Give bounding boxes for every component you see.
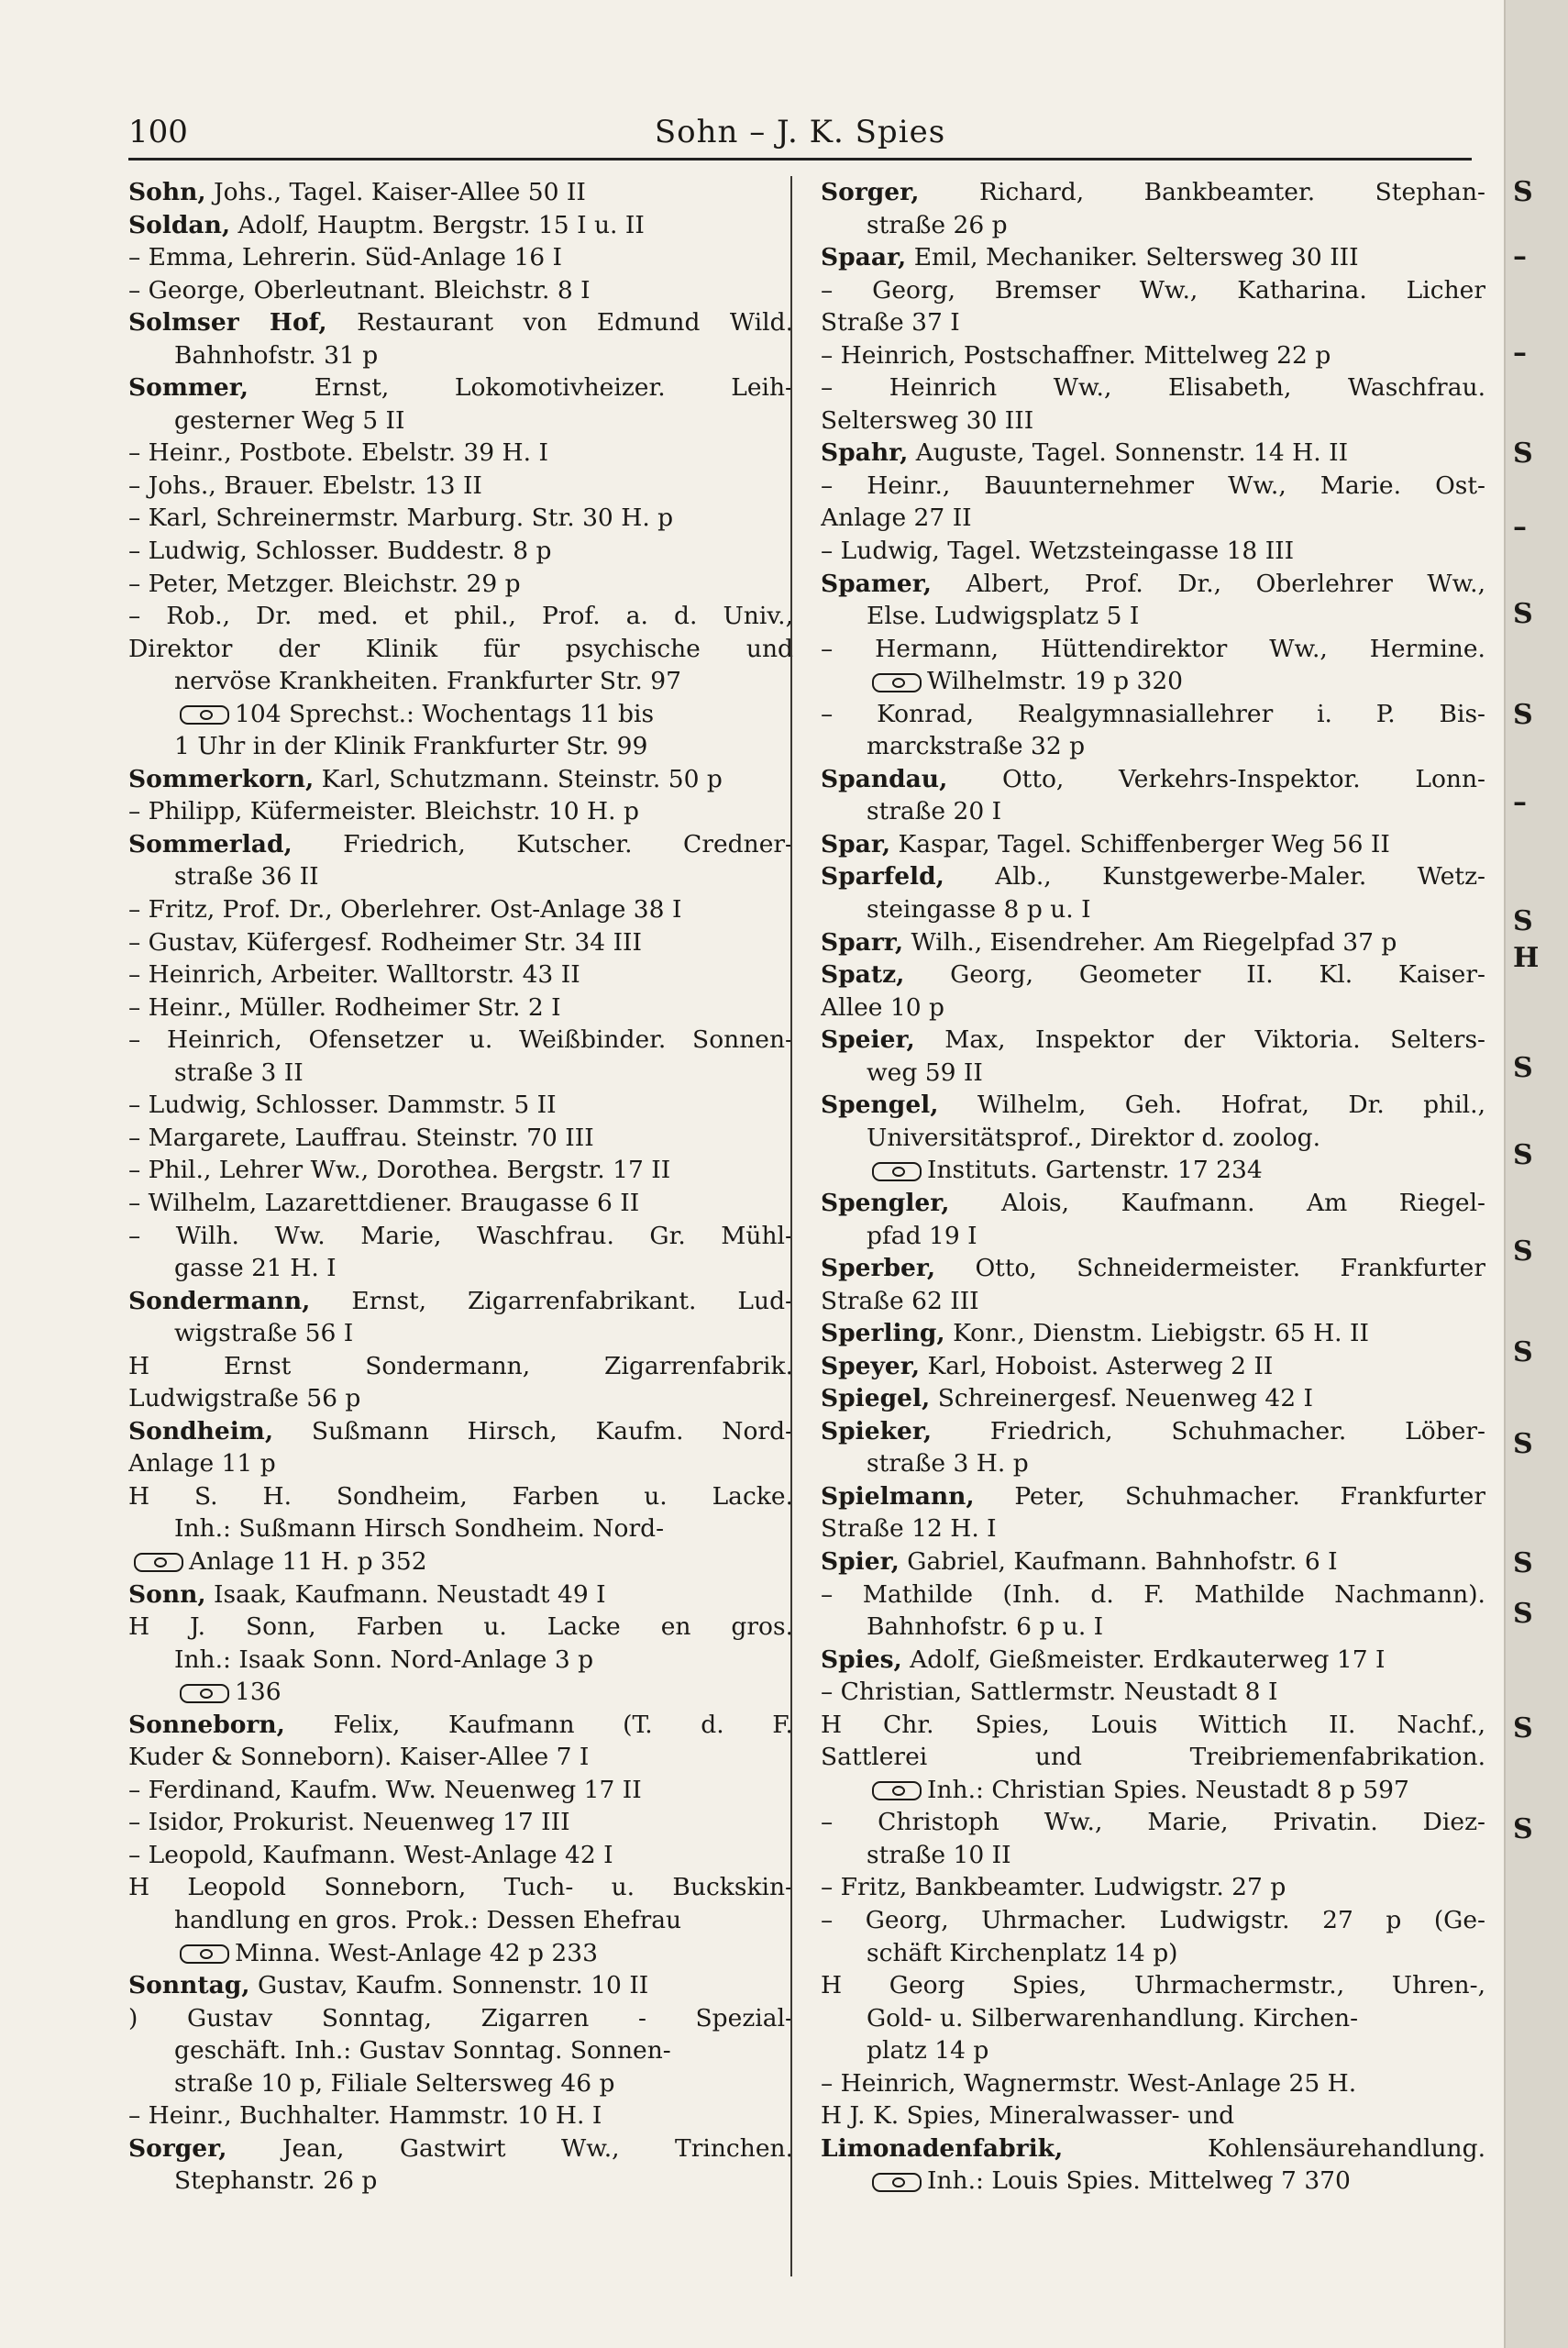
directory-line [821, 1806, 1485, 1839]
entry-text: – Karl, Schreinermstr. Marburg. Str. 30 H. p [128, 504, 674, 533]
entry-text: Wilhelmstr. 19 p 320 [927, 667, 1184, 696]
entry-text: Seltersweg 30 III [821, 405, 1034, 435]
directory-line [821, 1382, 1485, 1415]
entry-text: – Georg, Uhrmacher. Ludwigstr. 27 p (Ge- [821, 1905, 1485, 1934]
directory-line [821, 1154, 1485, 1187]
entry-text: Straße 12 H. I [821, 1514, 997, 1544]
edge-fragment: S [1513, 699, 1533, 731]
directory-line [821, 1285, 1485, 1318]
entry-text: Inh.: Louis Spies. Mittelweg 7 370 [927, 2166, 1351, 2196]
entry-text: – Georg, Bremser Ww., Katharina. Licher [821, 275, 1485, 305]
directory-line [821, 1774, 1485, 1807]
directory-line [821, 1709, 1485, 1742]
directory-line [821, 1904, 1485, 1937]
directory-line [821, 698, 1485, 731]
directory-line [821, 1220, 1485, 1253]
entry-text: straße 20 I [867, 797, 1002, 826]
directory-line [128, 241, 793, 274]
entry-text: Inh.: Sußmann Hirsch Sondheim. Nord- [174, 1514, 665, 1544]
entry-text: Sorger, Richard, Bankbeamter. Stephan- [821, 178, 1485, 206]
entry-text: marckstraße 32 p [867, 732, 1086, 761]
directory-line [128, 1317, 793, 1350]
entry-text: schäft Kirchenplatz 14 p) [867, 1938, 1178, 1967]
entry-text: Spies, Adolf, Gießmeister. Erdkauterweg 17 I [821, 1645, 1386, 1674]
directory-line [821, 1545, 1485, 1578]
directory-line [821, 1317, 1485, 1350]
entry-text: Limonadenfabrik, Kohlensäurehandlung. [821, 2133, 1485, 2163]
entry-text: Spamer, Albert, Prof. Dr., Oberlehrer Ww., [821, 569, 1485, 598]
entry-text: Spatz, Georg, Geometer II. Kl. Kaiser- [821, 960, 1485, 990]
entry-text: – Christian, Sattlermstr. Neustadt 8 I [821, 1678, 1278, 1707]
directory-line [821, 1089, 1485, 1122]
edge-fragment: – [1513, 240, 1527, 272]
directory-line [128, 600, 793, 633]
entry-text: Direktor der Klinik für psychische und [128, 634, 793, 663]
directory-line [128, 991, 793, 1024]
directory-line [821, 958, 1485, 991]
directory-line [128, 2165, 793, 2198]
directory-line [821, 2002, 1485, 2035]
entry-text: platz 14 p [867, 2036, 989, 2066]
directory-line [128, 176, 793, 209]
directory-line [821, 1611, 1485, 1644]
entry-text: – Margarete, Lauffrau. Steinstr. 70 III [128, 1123, 594, 1152]
telephone-receiver-icon [134, 1553, 183, 1572]
entry-text: – Gustav, Küfergesf. Rodheimer Str. 34 III [128, 927, 642, 957]
directory-line [128, 1285, 793, 1318]
entry-text: handlung en gros. Prok.: Dessen Ehefrau [174, 1905, 682, 1934]
entry-text: – Emma, Lehrerin. Süd-Anlage 16 I [128, 243, 562, 272]
telephone-receiver-icon [872, 673, 922, 692]
directory-line [128, 698, 793, 731]
directory-line [128, 1480, 793, 1513]
entry-text: Gold- u. Silberwarenhandlung. Kirchen- [867, 2003, 1359, 2032]
telephone-receiver-icon [872, 1162, 922, 1181]
edge-fragment: S [1513, 437, 1533, 470]
directory-line [128, 2099, 793, 2132]
edge-fragment: S [1513, 1336, 1533, 1368]
directory-line [821, 1187, 1485, 1220]
entry-text: Speyer, Karl, Hoboist. Asterweg 2 II [821, 1351, 1274, 1380]
entry-text: Ludwigstraße 56 p [128, 1384, 361, 1413]
entry-text: Instituts. Gartenstr. 17 234 [927, 1156, 1263, 1185]
entry-text: – Christoph Ww., Marie, Privatin. Diez- [821, 1808, 1485, 1837]
directory-line [128, 795, 793, 828]
directory-line [128, 470, 793, 503]
entry-text: gasse 21 H. I [174, 1254, 337, 1283]
entry-text: – George, Oberleutnant. Bleichstr. 8 I [128, 275, 591, 305]
edge-fragment: – [1513, 786, 1527, 818]
directory-line [821, 2099, 1485, 2132]
entry-text: – Heinrich, Wagnermstr. West-Anlage 25 H. [821, 2068, 1357, 2098]
column-divider [790, 176, 792, 2276]
directory-line [128, 860, 793, 893]
header-rule [128, 158, 1472, 161]
entry-text: straße 10 p, Filiale Seltersweg 46 p [174, 2068, 615, 2098]
telephone-receiver-icon [180, 1944, 229, 1964]
entry-text: 1 Uhr in der Klinik Frankfurter Str. 99 [174, 732, 648, 761]
entry-text: H Leopold Sonneborn, Tuch- u. Buckskin- [128, 1873, 793, 1902]
directory-line [128, 209, 793, 242]
directory-line [128, 633, 793, 666]
directory-line [128, 1187, 793, 1220]
directory-line [128, 339, 793, 372]
entry-text: – Heinr., Bauunternehmer Ww., Marie. Ost- [821, 471, 1485, 500]
directory-line [128, 1415, 793, 1448]
entry-text: Sondheim, Sußmann Hirsch, Kaufm. Nord- [128, 1416, 793, 1445]
directory-line [821, 926, 1485, 959]
entry-text: Spengel, Wilhelm, Geh. Hofrat, Dr. phil., [821, 1091, 1485, 1120]
directory-line [128, 2002, 793, 2035]
entry-text: Spahr, Auguste, Tagel. Sonnenstr. 14 H. II [821, 438, 1349, 468]
directory-line [821, 1447, 1485, 1480]
left-column [128, 176, 793, 2286]
directory-line [821, 209, 1485, 242]
entry-text: ) Gustav Sonntag, Zigarren - Spezial- [128, 2003, 793, 2032]
edge-fragment: S [1513, 176, 1533, 208]
page-header [128, 108, 1472, 156]
directory-line [821, 2165, 1485, 2198]
edge-fragment: S [1513, 1813, 1533, 1845]
directory-line [821, 568, 1485, 601]
entry-text: Spiegel, Schreinergesf. Neuenweg 42 I [821, 1384, 1314, 1413]
entry-text: – Ludwig, Schlosser. Buddestr. 8 p [128, 537, 552, 566]
entry-text: – Heinrich Ww., Elisabeth, Waschfrau. [821, 373, 1485, 403]
directory-line [128, 2132, 793, 2165]
entry-text: – Wilh. Ww. Marie, Waschfrau. Gr. Mühl- [128, 1221, 793, 1250]
directory-line [128, 502, 793, 535]
entry-text: Bahnhofstr. 31 p [174, 340, 379, 370]
directory-line [821, 1741, 1485, 1774]
directory-line [128, 665, 793, 698]
entry-text: – Ferdinand, Kaufm. Ww. Neuenweg 17 II [128, 1775, 642, 1804]
directory-line [128, 926, 793, 959]
entry-text: – Fritz, Bankbeamter. Ludwigstr. 27 p [821, 1873, 1286, 1902]
entry-text: – Heinr., Postbote. Ebelstr. 39 H. I [128, 438, 548, 468]
directory-line [128, 274, 793, 307]
directory-line [128, 437, 793, 470]
telephone-receiver-icon [180, 1684, 229, 1703]
directory-line [128, 2034, 793, 2067]
directory-line [821, 600, 1485, 633]
directory-line [128, 1122, 793, 1155]
edge-fragment: S [1513, 598, 1533, 630]
entry-text: – Phil., Lehrer Ww., Dorothea. Bergstr. 17 II [128, 1156, 671, 1185]
entry-text: straße 3 II [174, 1058, 304, 1087]
directory-line [821, 1937, 1485, 1970]
directory-line [128, 2067, 793, 2100]
entry-text: Straße 62 III [821, 1286, 979, 1315]
directory-line [821, 535, 1485, 568]
edge-fragment: S [1513, 905, 1533, 937]
running-title: Sohn – J. K. Spies [654, 114, 946, 150]
edge-fragment: S [1513, 1052, 1533, 1084]
entry-text: – Ludwig, Schlosser. Dammstr. 5 II [128, 1091, 557, 1120]
entry-text: – Fritz, Prof. Dr., Oberlehrer. Ost-Anlage 38 I [128, 895, 682, 925]
directory-line [821, 828, 1485, 861]
edge-fragment: – [1513, 511, 1527, 543]
directory-line [821, 339, 1485, 372]
directory-line [821, 1057, 1485, 1090]
directory-line [128, 1545, 793, 1578]
entry-text: – Ludwig, Tagel. Wetzsteingasse 18 III [821, 537, 1295, 566]
directory-line [821, 2034, 1485, 2067]
entry-text: Spar, Kaspar, Tagel. Schiffenberger Weg 56 II [821, 829, 1390, 858]
telephone-receiver-icon [180, 705, 229, 725]
directory-line [821, 893, 1485, 926]
entry-text: Sattlerei und Treibriemenfabrikation. [821, 1743, 1485, 1772]
directory-line [821, 763, 1485, 796]
entry-text: weg 59 II [867, 1058, 983, 1087]
directory-line [128, 1512, 793, 1545]
entry-text: – Konrad, Realgymnasiallehrer i. P. Bis- [821, 699, 1485, 728]
entry-text: Speier, Max, Inspektor der Viktoria. Selters- [821, 1025, 1485, 1055]
entry-text: Sperling, Konr., Dienstm. Liebigstr. 65 H. II [821, 1319, 1369, 1348]
edge-fragment: S [1513, 1712, 1533, 1744]
entry-text: Spier, Gabriel, Kaufmann. Bahnhofstr. 6 I [821, 1546, 1338, 1576]
directory-line [128, 1089, 793, 1122]
entry-text: Straße 37 I [821, 308, 960, 338]
entry-text: – Heinrich, Postschaffner. Mittelweg 22 p [821, 340, 1331, 370]
directory-line [821, 633, 1485, 666]
directory-line [821, 1871, 1485, 1904]
entry-text: – Hermann, Hüttendirektor Ww., Hermine. [821, 634, 1485, 663]
entry-text: 104 Sprechst.: Wochentags 11 bis [235, 699, 655, 728]
directory-line [821, 371, 1485, 404]
entry-text: – Leopold, Kaufmann. West-Anlage 42 I [128, 1840, 613, 1869]
entry-text: Universitätsprof., Direktor d. zoolog. [867, 1123, 1321, 1152]
directory-line [821, 1415, 1485, 1448]
directory-line [821, 1644, 1485, 1677]
entry-text: H J. Sonn, Farben u. Lacke en gros. [128, 1612, 793, 1642]
entry-text: Sommerkorn, Karl, Schutzmann. Steinstr. 50 p [128, 764, 723, 793]
entry-text: Sonntag, Gustav, Kaufm. Sonnenstr. 10 II [128, 1971, 649, 2000]
directory-line [821, 2132, 1485, 2165]
entry-text: Sonn, Isaak, Kaufmann. Neustadt 49 I [128, 1579, 606, 1609]
directory-line [821, 665, 1485, 698]
entry-text: – Isidor, Prokurist. Neuenweg 17 III [128, 1808, 570, 1837]
directory-line [128, 535, 793, 568]
directory-line [821, 1676, 1485, 1709]
directory-line [128, 958, 793, 991]
entry-text: H Chr. Spies, Louis Wittich II. Nachf., [821, 1710, 1485, 1739]
edge-fragment: S [1513, 1139, 1533, 1171]
entry-text: straße 3 H. p [867, 1449, 1029, 1479]
directory-line [821, 1122, 1485, 1155]
directory-line [821, 795, 1485, 828]
directory-line [128, 306, 793, 339]
telephone-receiver-icon [872, 2173, 922, 2192]
edge-fragment: S [1513, 1547, 1533, 1579]
entry-text: Sparr, Wilh., Eisendreher. Am Riegelpfad 37 p [821, 927, 1397, 957]
directory-line [128, 404, 793, 437]
entry-text: Spaar, Emil, Mechaniker. Seltersweg 30 III [821, 243, 1359, 272]
directory-line [128, 1220, 793, 1253]
entry-text: Minna. West-Anlage 42 p 233 [235, 1938, 599, 1967]
entry-text: – Wilhelm, Lazarettdiener. Braugasse 6 II [128, 1188, 640, 1217]
directory-line [128, 1871, 793, 1904]
entry-text: – Heinrich, Ofensetzer u. Weißbinder. Sonnen- [128, 1025, 793, 1055]
directory-line [128, 1578, 793, 1611]
entry-text: Anlage 27 II [821, 504, 972, 533]
directory-line [128, 1839, 793, 1872]
entry-text: – Philipp, Küfermeister. Bleichstr. 10 H. p [128, 797, 639, 826]
entry-text: H Ernst Sondermann, Zigarrenfabrik. [128, 1351, 793, 1380]
directory-line [128, 1057, 793, 1090]
entry-text: straße 36 II [174, 862, 319, 892]
entry-text: geschäft. Inh.: Gustav Sonntag. Sonnen- [174, 2036, 671, 2066]
entry-text: steingasse 8 p u. I [867, 895, 1091, 925]
directory-line [128, 1382, 793, 1415]
directory-line [128, 1741, 793, 1774]
directory-line [128, 1644, 793, 1677]
directory-line [128, 1904, 793, 1937]
right-column [821, 176, 1485, 2286]
directory-line [128, 1252, 793, 1285]
entry-text: Sondermann, Ernst, Zigarrenfabrikant. Lud- [128, 1286, 793, 1315]
entry-text: Kuder & Sonneborn). Kaiser-Allee 7 I [128, 1743, 590, 1772]
directory-line [821, 1480, 1485, 1513]
entry-text: – Heinr., Müller. Rodheimer Str. 2 I [128, 992, 561, 1022]
directory-line [821, 470, 1485, 503]
directory-line [128, 1611, 793, 1644]
directory-line [128, 1447, 793, 1480]
entry-text: Sommer, Ernst, Lokomotivheizer. Leih- [128, 373, 793, 403]
entry-text: – Peter, Metzger. Bleichstr. 29 p [128, 569, 521, 598]
entry-text: Else. Ludwigsplatz 5 I [867, 602, 1140, 631]
entry-text: Bahnhofstr. 6 p u. I [867, 1612, 1104, 1642]
edge-fragment: S [1513, 1428, 1533, 1460]
directory-line [821, 860, 1485, 893]
entry-text: Spengler, Alois, Kaufmann. Am Riegel- [821, 1188, 1485, 1217]
directory-line [821, 2067, 1485, 2100]
directory-line [128, 763, 793, 796]
directory-line [128, 1937, 793, 1970]
entry-text: H S. H. Sondheim, Farben u. Lacke. [128, 1481, 793, 1511]
entry-text: Sohn, Johs., Tagel. Kaiser-Allee 50 II [128, 178, 586, 206]
entry-text: gesterner Weg 5 II [174, 405, 405, 435]
directory-line [821, 437, 1485, 470]
entry-text: straße 26 p [867, 210, 1008, 239]
directory-line [821, 502, 1485, 535]
entry-text: Spielmann, Peter, Schuhmacher. Frankfurter [821, 1481, 1485, 1511]
entry-text: 136 [235, 1678, 282, 1707]
directory-line [821, 1252, 1485, 1285]
directory-line [128, 1350, 793, 1383]
directory-line [821, 1969, 1485, 2002]
entry-text: Sommerlad, Friedrich, Kutscher. Credner- [128, 829, 793, 858]
directory-line [128, 1806, 793, 1839]
entry-text: Anlage 11 p [128, 1449, 276, 1479]
directory-line [821, 1350, 1485, 1383]
entry-text: Inh.: Isaak Sonn. Nord-Anlage 3 p [174, 1645, 594, 1674]
directory-line [821, 1839, 1485, 1872]
edge-fragment: H [1513, 942, 1540, 974]
directory-line [821, 241, 1485, 274]
directory-line [128, 1024, 793, 1057]
directory-line [128, 1774, 793, 1807]
directory-line [128, 1709, 793, 1742]
entry-text: – Mathilde (Inh. d. F. Mathilde Nachmann). [821, 1579, 1485, 1609]
entry-text: H J. K. Spies, Mineralwasser- und [821, 2101, 1235, 2131]
entry-text: Sperber, Otto, Schneidermeister. Frankfurter [821, 1254, 1485, 1283]
entry-text: – Rob., Dr. med. et phil., Prof. a. d. Univ., [128, 602, 793, 631]
directory-line [128, 893, 793, 926]
entry-text: Stephanstr. 26 p [174, 2166, 378, 2196]
entry-text: Sparfeld, Alb., Kunstgewerbe-Maler. Wetz- [821, 862, 1485, 892]
directory-line [821, 176, 1485, 209]
entry-text: Spandau, Otto, Verkehrs-Inspektor. Lonn- [821, 764, 1485, 793]
page-number: 100 [128, 114, 188, 150]
entry-text: Inh.: Christian Spies. Neustadt 8 p 597 [927, 1775, 1409, 1804]
directory-line [128, 371, 793, 404]
entry-text: – Heinr., Buchhalter. Hammstr. 10 H. I [128, 2101, 602, 2131]
directory-line [128, 1969, 793, 2002]
directory-line [821, 1578, 1485, 1611]
directory-line [128, 1154, 793, 1187]
entry-text: straße 10 II [867, 1840, 1011, 1869]
entry-text: – Heinrich, Arbeiter. Walltorstr. 43 II [128, 960, 580, 990]
edge-fragment: S [1513, 1598, 1533, 1630]
directory-line [821, 404, 1485, 437]
adjacent-page-edge [1504, 0, 1568, 2348]
telephone-receiver-icon [872, 1781, 922, 1800]
entry-text: H Georg Spies, Uhrmachermstr., Uhren-, [821, 1971, 1485, 2000]
entry-text: – Johs., Brauer. Ebelstr. 13 II [128, 471, 482, 500]
directory-line [128, 828, 793, 861]
entry-text: wigstraße 56 I [174, 1319, 354, 1348]
directory-line [821, 991, 1485, 1024]
entry-text: Sorger, Jean, Gastwirt Ww., Trinchen. [128, 2133, 793, 2163]
directory-line [821, 730, 1485, 763]
entry-text: Allee 10 p [821, 992, 944, 1022]
directory-line [128, 1676, 793, 1709]
directory-line [821, 306, 1485, 339]
entry-text: nervöse Krankheiten. Frankfurter Str. 97 [174, 667, 681, 696]
directory-line [821, 1512, 1485, 1545]
edge-fragment: – [1513, 337, 1527, 369]
entry-text: pfad 19 I [867, 1221, 977, 1250]
entry-text: Sonneborn, Felix, Kaufmann (T. d. F. [128, 1710, 793, 1739]
directory-line [128, 568, 793, 601]
directory-line [821, 274, 1485, 307]
entry-text: Solmser Hof, Restaurant von Edmund Wild. [128, 308, 793, 338]
edge-fragment: S [1513, 1235, 1533, 1268]
directory-line [821, 1024, 1485, 1057]
entry-text: Anlage 11 H. p 352 [189, 1546, 427, 1576]
directory-line [128, 730, 793, 763]
entry-text: Spieker, Friedrich, Schuhmacher. Löber- [821, 1416, 1485, 1445]
entry-text: Soldan, Adolf, Hauptm. Bergstr. 15 I u. II [128, 210, 645, 239]
